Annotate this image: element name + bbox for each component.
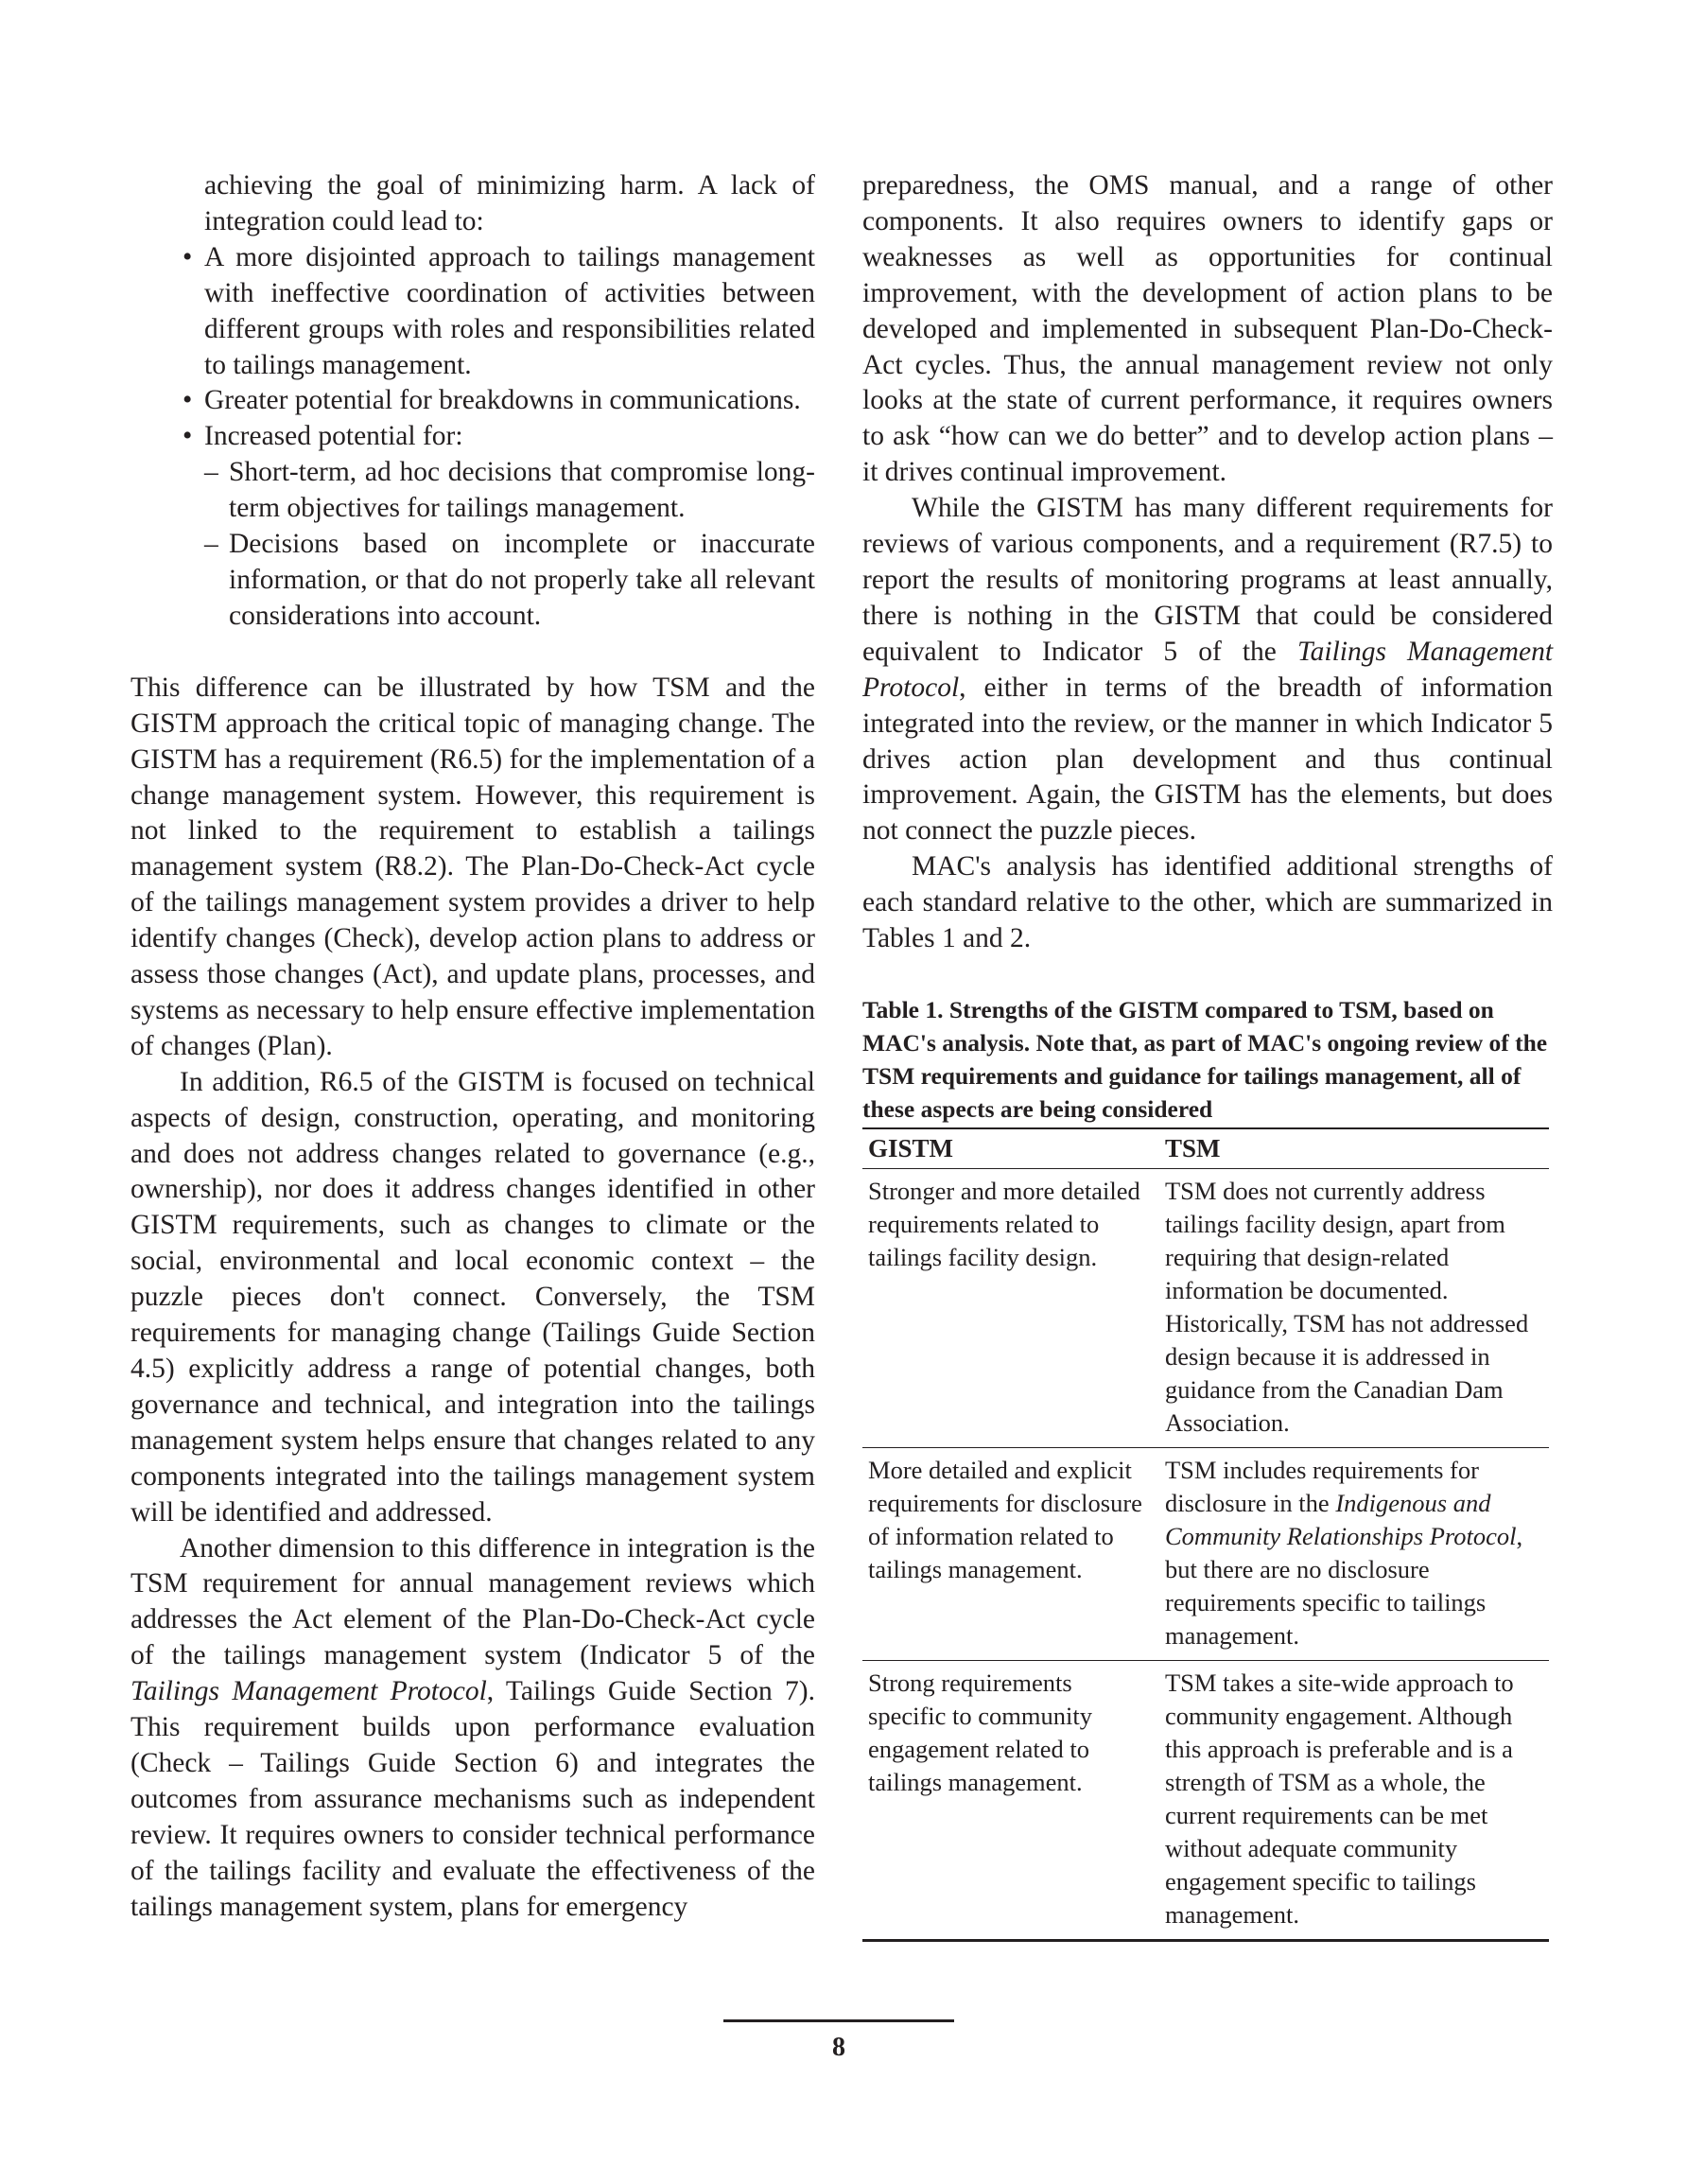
- column-header-tsm: TSM: [1159, 1128, 1549, 1169]
- sub-list-item: – Short-term, ad hoc decisions that compromise long-term objectives for tailings management.: [204, 455, 815, 527]
- body-paragraph: MAC's analysis has identified additional strengths of each standard relative to the other, which are summarized in Tables 1 and 2.: [862, 851, 1553, 954]
- tsm-cell: TSM includes requirements for disclosure in the Indigenous and Community Relationships Protocol, but there are no disclosure requirements specific to tailings management.: [1159, 1447, 1549, 1660]
- tsm-cell: TSM does not currently address tailings facility design, apart from requiring that design-related information be documented. Historically, TSM has not addressed design because it is addressed in guidance from the Canadian Dam Association.: [1159, 1168, 1549, 1447]
- list-item: • A more disjointed approach to tailings management with ineffective coordination of activities between different groups with roles and responsibilities related to tailings management.: [130, 240, 815, 384]
- footer-rule: [723, 2019, 954, 2022]
- table-row: [862, 1447, 1549, 1660]
- body-paragraph: preparedness, the OMS manual, and a range of other components. It also requires owners to identify gaps or weaknesses as well as opportunities for continual improvement, with the development of action plans to be developed and implemented in subsequent Plan-Do-Check-Act cycles. Thus, the annual management review not only looks at the state of current performance, it requires owners to ask “how can we do better” and to develop action plans – it drives continual improvement.: [862, 170, 1553, 488]
- gistm-cell: Strong requirements specific to community engagement related to tailings management.: [868, 1668, 1092, 1796]
- gistm-cell: Stronger and more detailed requirements related to tailings facility design.: [862, 1168, 1159, 1447]
- sub-list: [204, 455, 815, 635]
- tsm-cell: TSM takes a site-wide approach to community engagement. Although this approach is preferable and is a strength of TSM as a whole, the current requirements can be met without adequate community engagement specific to tailings management.: [1165, 1668, 1514, 1929]
- protocol-title: Tailings Management Protocol: [862, 636, 1554, 703]
- table-row: [862, 1660, 1549, 1940]
- right-column: [862, 168, 1553, 1942]
- page-number: 8: [832, 2033, 845, 2062]
- gistm-cell: More detailed and explicit requirements for disclosure of information related to tailings management.: [862, 1447, 1159, 1660]
- table-caption: Table 1. Strengths of the GISTM compared to TSM, based on MAC's analysis. Note that, as part of MAC's ongoing review of the TSM requirements and guidance for tailings management, all of these aspects are being considered: [862, 995, 1548, 1123]
- body-paragraph: Another dimension to this difference in integration is the TSM requirement for annual management reviews which addresses the Act element of the Plan-Do-Check-Act cycle of the tailings management system (Indicator 5 of the Tailings Management Protocol, Tailings Guide Section 7). This requirement builds upon performance evaluation (Check – Tailings Guide Section 6) and integrates the outcomes from assurance mechanisms such as independent review. It requires owners to consider technical performance of the tailings facility and evaluate the effectiveness of the tailings management system, plans for emergency: [130, 1532, 815, 1922]
- strengths-table: [862, 1127, 1549, 1942]
- protocol-title: Tailings Management Protocol: [130, 1676, 487, 1707]
- body-paragraph: In addition, R6.5 of the GISTM is focused on technical aspects of design, construction, operating, and monitoring and does not address changes related to governance (e.g., ownership), nor does it address changes identified in other GISTM requirements, such as changes to climate or the social, environmental and local economic context – the puzzle pieces don't connect. Conversely, the TSM requirements for managing change (Tailings Guide Section 4.5) explicitly address a range of potential changes, both governance and technical, and integration into the tailings management system helps ensure that changes related to any components integrated into the tailings management system will be identified and addressed.: [130, 1066, 815, 1528]
- list-item-text: Increased potential for:: [204, 421, 463, 452]
- list-item: • Greater potential for breakdowns in communications.: [130, 383, 815, 419]
- protocol-title: Indigenous and Community Relationships Protocol: [1165, 1488, 1517, 1550]
- left-column: [130, 168, 815, 1926]
- intro-paragraph: achieving the goal of minimizing harm. A lack of integration could lead to:: [204, 170, 815, 236]
- body-paragraph: This difference can be illustrated by how TSM and the GISTM approach the critical topic of managing change. The GISTM has a requirement (R6.5) for the implementation of a change management system. However, this requirement is not linked to the requirement to establish a tailings management system (R8.2). The Plan-Do-Check-Act cycle of the tailings management system provides a driver to help identify changes (Check), develop action plans to address or assess those changes (Act), and update plans, processes, and systems as necessary to help ensure effective implementation of changes (Plan).: [130, 672, 815, 1061]
- list-item: [130, 419, 815, 634]
- table-header-row: [862, 1128, 1549, 1169]
- table-row: [862, 1168, 1549, 1447]
- body-paragraph: While the GISTM has many different requirements for reviews of various components, and a requirement (R7.5) to report the results of monitoring programs at least annually, there is nothing in the GISTM that could be considered equivalent to Indicator 5 of the Tailings Management Protocol, either in terms of the breadth of information integrated into the review, or the manner in which Indicator 5 drives action plan development and thus continual improvement. Again, the GISTM has the elements, but does not connect the puzzle pieces.: [862, 493, 1554, 847]
- column-header-gistm: GISTM: [862, 1128, 1159, 1169]
- sub-list-item: – Decisions based on incomplete or inaccurate information, or that do not properly take all relevant considerations into account.: [204, 527, 815, 635]
- integration-risk-list: [130, 240, 815, 635]
